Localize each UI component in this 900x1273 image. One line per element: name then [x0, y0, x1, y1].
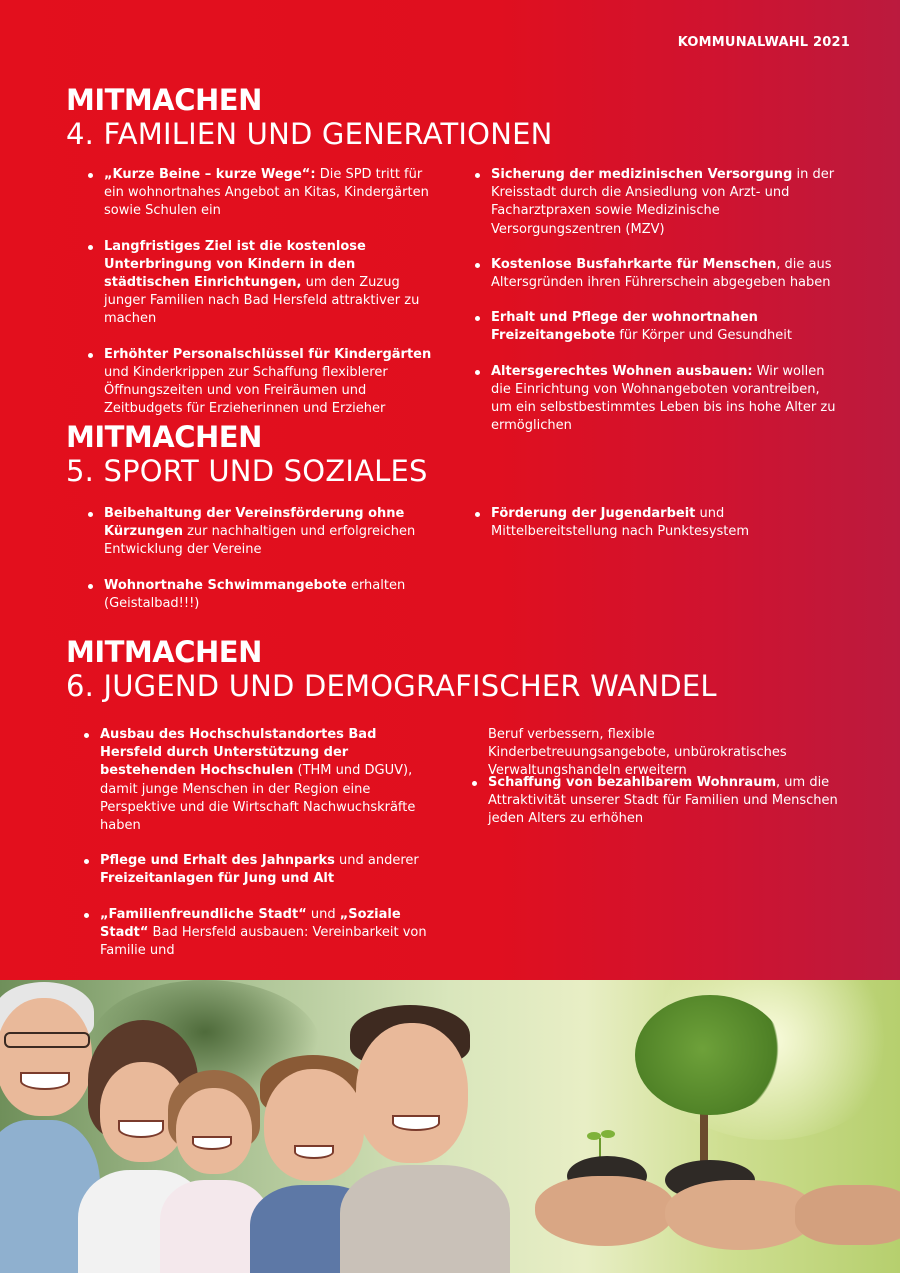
bold-run: Langfristiges Ziel ist die kostenlose Unterbringung von Kindern in den städtischen Einrichtungen,: [104, 238, 366, 291]
list-item: [477, 505, 839, 541]
text-run: für Körper und Gesundheit: [615, 328, 792, 344]
list-item: [86, 726, 442, 835]
bold-run: Ausbau des Hochschulstandortes Bad Hersfeld durch Unterstützung der bestehenden Hochschulen: [100, 727, 377, 779]
section-6-title: 6. JUGEND UND DEMOGRAFISCHER WANDEL: [66, 669, 717, 703]
list-item: [90, 238, 442, 329]
text-run: Bad Hersfeld ausbauen: Vereinbarkeit von Familie und: [100, 924, 427, 959]
bold-run: Erhalt und Pflege der wohnortnahen Freizeitangebote: [491, 310, 758, 344]
text-run: erhalten (Geistalbad!!!): [104, 577, 406, 611]
list-item: [477, 309, 839, 345]
section-5-left-list: [90, 505, 442, 630]
text-run: , die aus Altersgründen ihren Führerschein abgegeben haben: [491, 256, 832, 291]
text-run: Wir wollen die Einrichtung von Wohnangeboten vorantreiben, um ein selbstbestimmtes Leben bis ins hohe Alter zu ermöglichen: [491, 363, 836, 434]
section-4-left-list: [90, 166, 442, 435]
list-item: [90, 577, 442, 613]
section-4-right-list: [477, 166, 839, 452]
father-figure: [340, 1005, 510, 1273]
bold-run: Kostenlose Busfahrkarte für Menschen: [491, 256, 777, 272]
header-tag: KOMMUNALWAHL 2021: [677, 35, 850, 50]
text-run: und: [306, 906, 340, 922]
bold-run: Wohnortnahe Schwimmangebote: [104, 577, 347, 593]
list-item: [477, 363, 839, 436]
section-5-right-list: [477, 505, 839, 558]
bold-run: „Familienfreundliche Stadt“: [100, 906, 307, 922]
list-item: [474, 774, 839, 829]
list-item: [86, 906, 442, 961]
list-item: [90, 346, 442, 419]
text-run: Die SPD tritt für ein wohnortnahes Angebot an Kitas, Kindergärten sowie Schulen ein: [104, 167, 429, 219]
bold-run: Beibehaltung der Vereinsförderung ohne Kürzungen: [104, 506, 405, 540]
list-item: [90, 505, 442, 560]
section-4-title: 4. FAMILIEN UND GENERATIONEN: [66, 117, 553, 151]
list-item: [86, 852, 442, 888]
bold-run: Pflege und Erhalt des Jahnparks: [100, 853, 335, 869]
text-run: und Mittelbereitstellung nach Punktesystem: [491, 506, 750, 540]
bold-run: „Kurze Beine – kurze Wege“:: [104, 167, 316, 182]
text-run: und Kinderkrippen zur Schaffung flexiblerer Öffnungszeiten und von Freiräumen und Zeitbudgets für Erzieherinnen und Erzieher: [104, 364, 388, 417]
text-run: (THM und DGUV), damit junge Menschen in der Region eine Perspektive und die Wirtschaft Nachwuchskräfte haben: [100, 763, 416, 834]
bold-run: Erhöhter Personalschlüssel für Kindergärten: [104, 346, 432, 362]
section-4-kicker: MITMACHEN: [66, 83, 262, 117]
bold-run: Förderung der Jugendarbeit: [491, 506, 696, 521]
list-item: [477, 166, 839, 239]
section-6-right-list-more: [474, 774, 839, 846]
section-5-kicker: MITMACHEN: [66, 420, 262, 454]
text-run: zur nachhaltigen und erfolgreichen Entwicklung der Vereine: [104, 524, 416, 558]
bold-run: Schaffung von bezahlbarem Wohnraum: [488, 775, 777, 790]
bold-run: Sicherung der medizinischen Versorgung: [491, 167, 793, 182]
text-run: und anderer: [334, 853, 419, 869]
family-tree-photo: [0, 980, 900, 1273]
section-6-kicker: MITMACHEN: [66, 635, 262, 669]
list-item: [90, 166, 442, 221]
text-run: in der Kreisstadt durch die Ansiedlung von Arzt- und Facharztpraxen sowie Medizinische Versorgungszentren (MZV): [491, 167, 835, 237]
bold-run: „Soziale Stadt“: [100, 906, 401, 940]
bold-run: Freizeitanlagen für Jung und Alt: [100, 871, 335, 887]
list-item: [477, 256, 839, 292]
section-6-left-list: [86, 726, 442, 977]
text-run: um den Zuzug junger Familien nach Bad Hersfeld attraktiver zu machen: [104, 275, 420, 327]
hands-with-seedlings: [495, 980, 900, 1273]
list-item-continuation: Beruf verbessern, flexible Kinderbetreuungsangebote, unbürokratisches Verwaltungshandeln erweitern: [488, 727, 787, 779]
section-5-title: 5. SPORT UND SOZIALES: [66, 454, 428, 488]
bold-run: Altersgerechtes Wohnen ausbauen:: [491, 363, 753, 379]
text-run: , um die Attraktivität unserer Stadt für Familien und Menschen jeden Alters zu erhöhen: [488, 775, 838, 827]
